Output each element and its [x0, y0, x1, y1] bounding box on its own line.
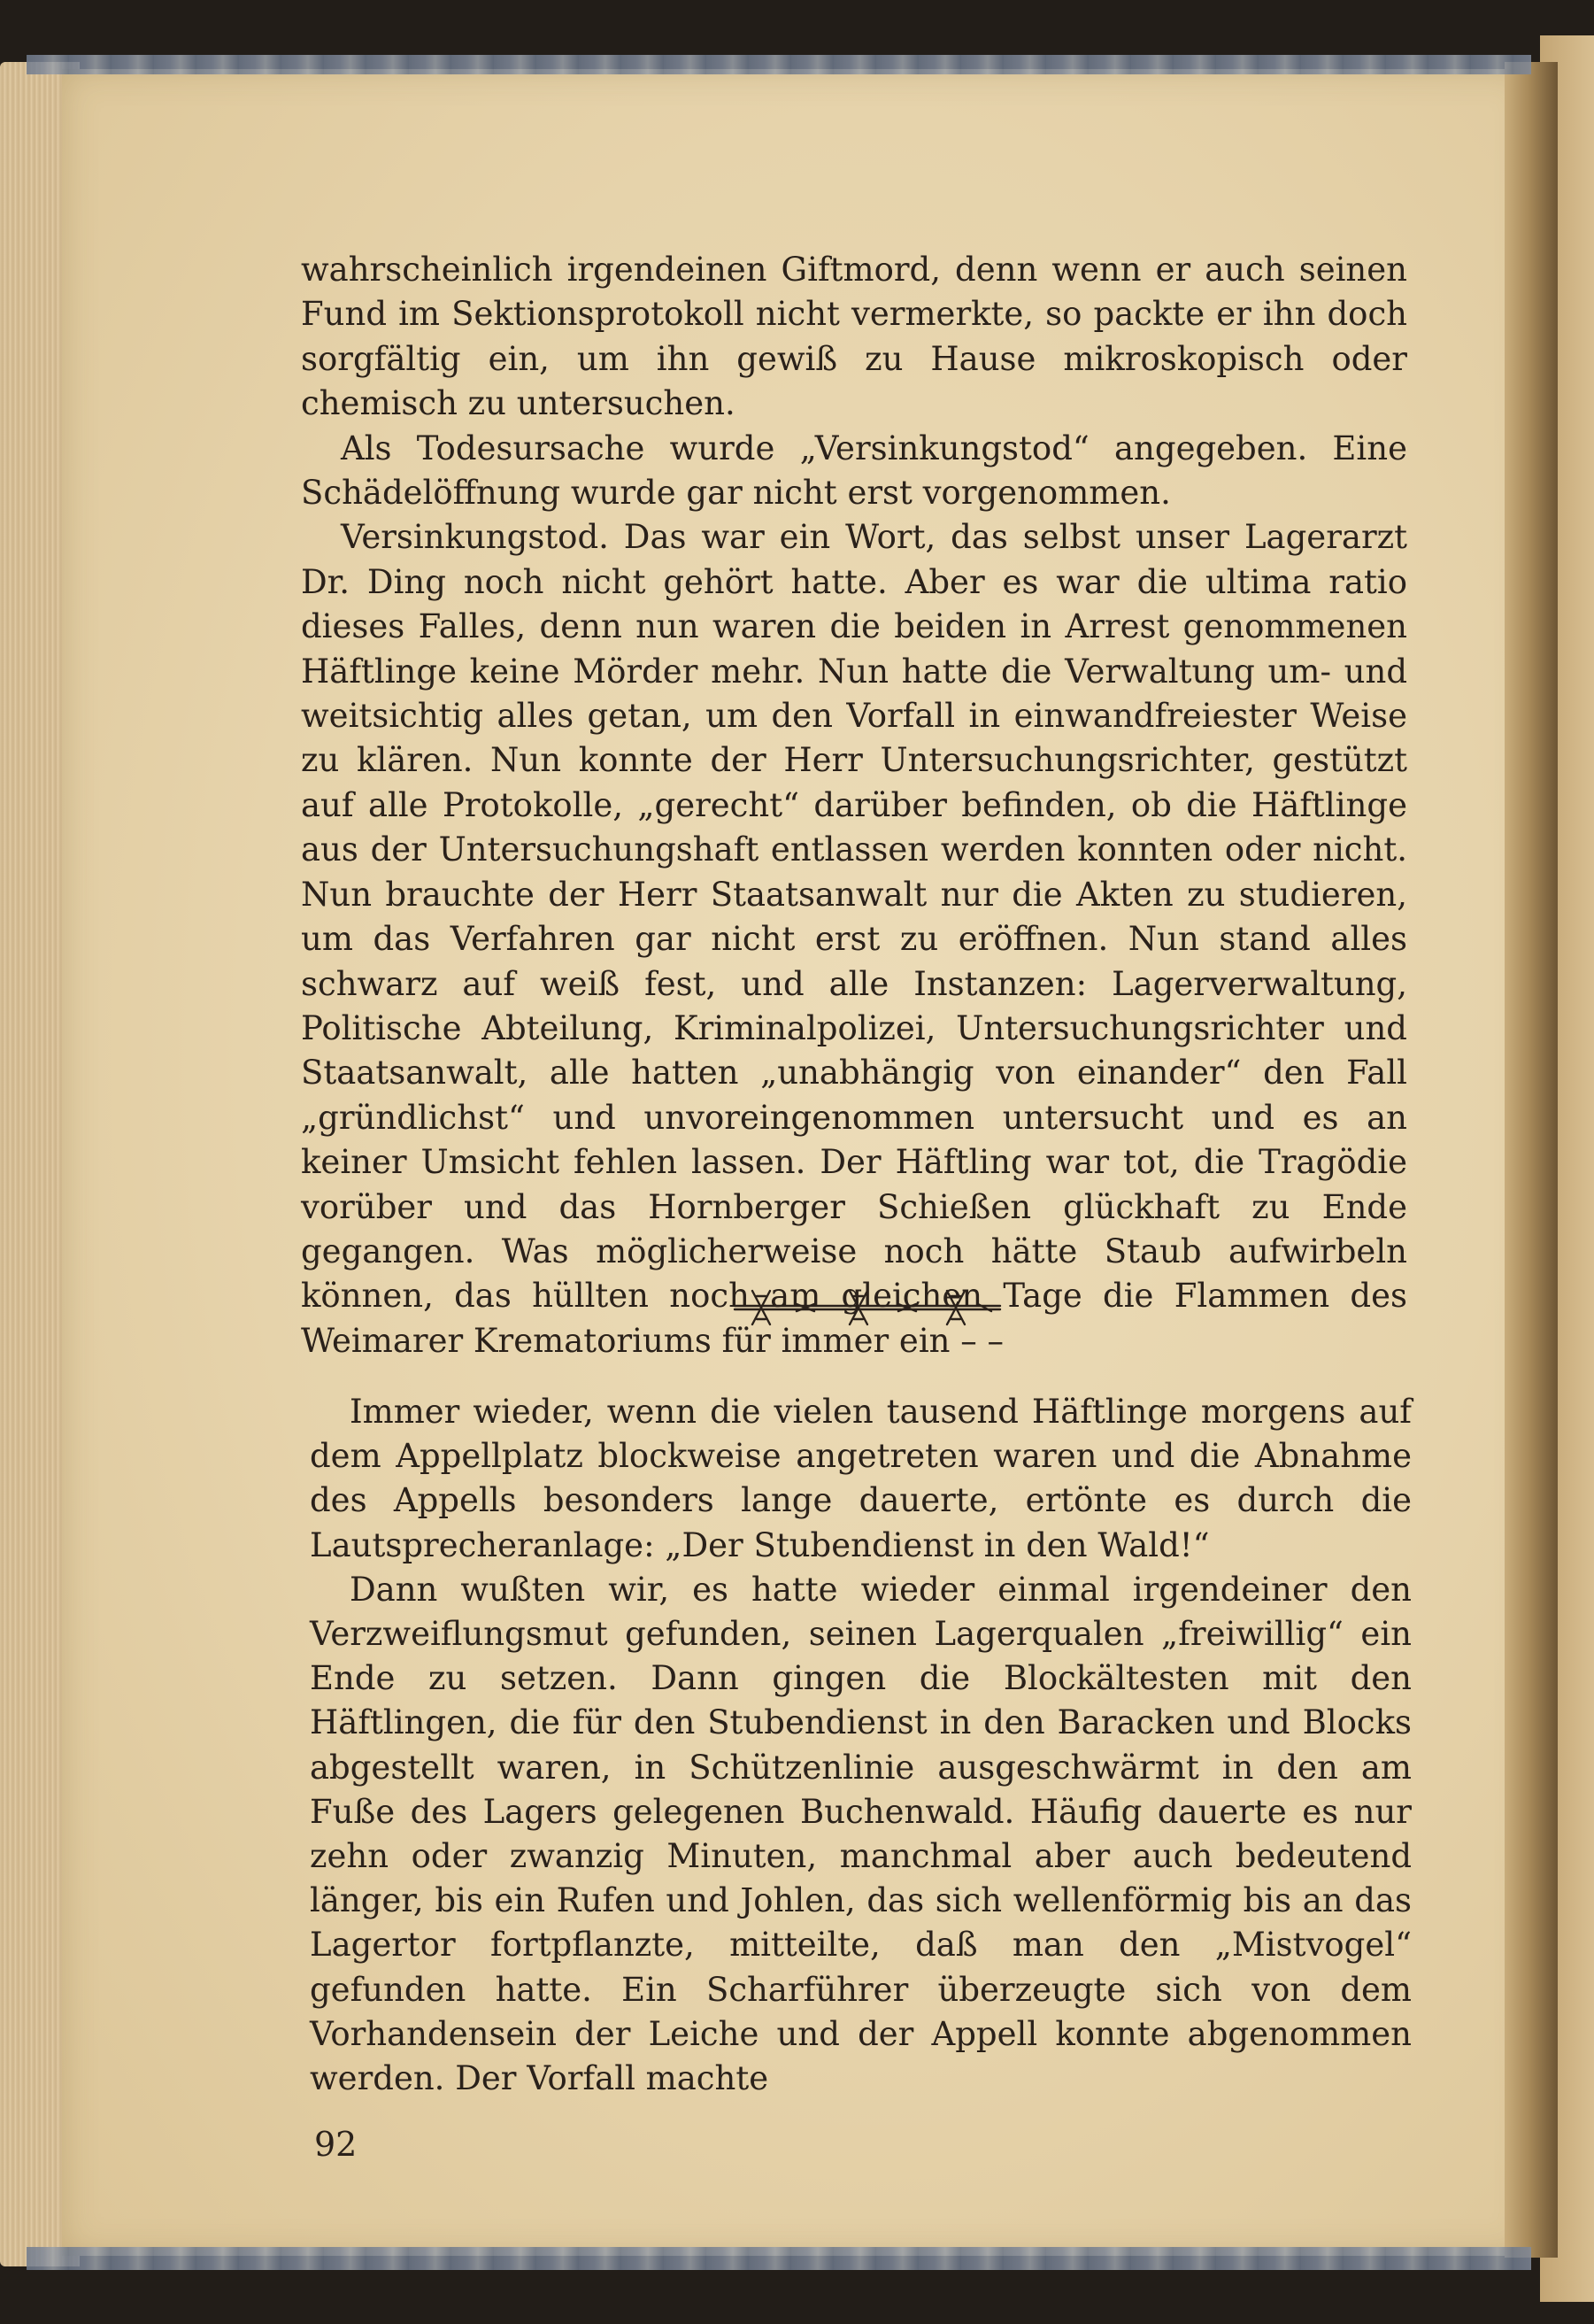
book-gutter	[1505, 62, 1558, 2258]
barbed-wire-ornament-icon	[726, 1275, 1009, 1337]
paragraph: Als Todesursache wurde „Versinkungstod“ angegeben. Eine Schädelöffnung wurde gar nicht erst vorgenommen.	[301, 429, 1407, 513]
binding-cloth-bottom	[27, 2247, 1531, 2270]
section-1-text	[301, 248, 1407, 1363]
paragraph: Immer wieder, wenn die vielen tausend Häftlinge morgens auf dem Appellplatz blockweise angetreten waren und die Abnahme des Appells besonders lange dauerte, ertönte es durch die Lautsprecheranlage: „Der Stubendienst in den Wald!“	[310, 1393, 1412, 1564]
paragraph: Versinkungstod. Das war ein Wort, das selbst unser Lagerarzt Dr. Ding noch nicht gehört hatte. Aber es war die ultima ratio dieses Falles, denn nun waren die beiden in Arrest genommenen Häftlinge keine Mörder mehr. Nun hatte die Verwaltung um- und weitsichtig alles getan, um den Vorfall in einwandfreiester Weise zu klären. Nun konnte der Herr Untersuchungsrichter, gestützt auf alle Protokolle, „gerecht“ darüber befinden, ob die Häftlinge aus der Untersuchungshaft entlassen werden konnten oder nicht. Nun brauchte der Herr Staatsanwalt nur die Akten zu studieren, um das Verfahren gar nicht erst zu eröffnen. Nun stand alles schwarz auf weiß fest, und alle Instanzen: Lagerverwaltung, Politische Abteilung, Kriminalpolizei, Untersuchungsrichter und Staatsanwalt, alle hatten „unabhängig von einander“ den Fall „gründlichst“ und unvoreingenommen untersucht und es an keiner Umsicht fehlen lassen. Der Häftling war tot, die Tragödie vorüber und das Hornberger Schießen glückhaft zu Ende gegangen. Was möglicherweise noch hätte Staub aufwirbeln können, das hüllten noch am gleichen Tage die Flammen des Weimarer Krematoriums für immer ein – –	[301, 518, 1407, 1360]
paragraph: wahrscheinlich irgendeinen Giftmord, denn wenn er auch seinen Fund im Sektionsprotokoll nicht vermerkte, so packte er ihn doch sorgfältig ein, um ihn gewiß zu Hause mikroskopisch oder chemisch zu untersuchen.	[301, 251, 1407, 423]
section-2-text	[310, 1390, 1412, 2101]
binding-cloth-top	[27, 55, 1531, 74]
page-number: 92	[314, 2125, 358, 2164]
paragraph: Dann wußten wir, es hatte wieder einmal irgendeiner den Verzweiflungsmut gefunden, seinen Lagerqualen „freiwillig“ ein Ende zu setzen. Dann gingen die Blockältesten mit den Häftlingen, die für den Stubendienst in den Baracken und Blocks abgestellt waren, in Schützenlinie ausgeschwärmt in den am Fuße des Lagers gelegenen Buchenwald. Häufig dauerte es nur zehn oder zwanzig Minuten, manchmal aber auch bedeutend länger, bis ein Rufen und Johlen, das sich wellenförmig bis an das Lagertor fortpflanzte, mitteilte, daß man den „Mistvogel“ gefunden hatte. Ein Scharführer überzeugte sich von dem Vorhandensein der Leiche und der Appell konnte abgenommen werden. Der Vorfall machte	[310, 1570, 1412, 2098]
